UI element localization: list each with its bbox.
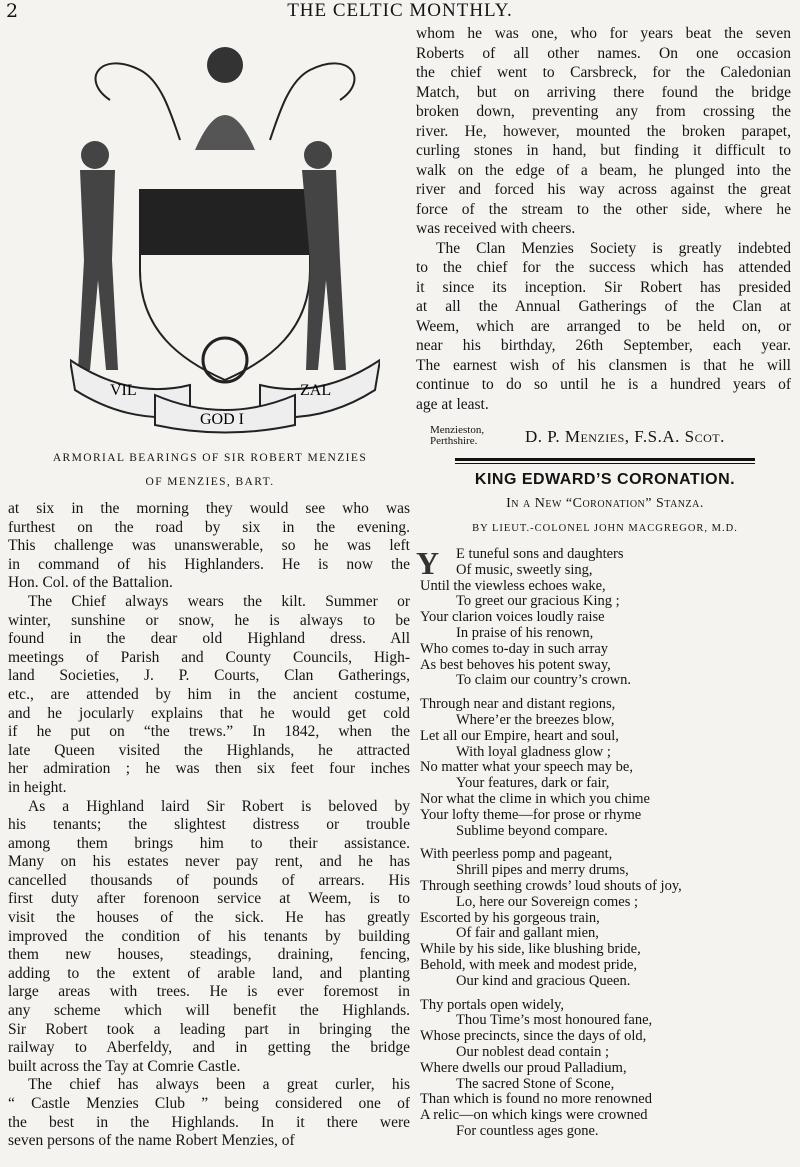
text-line: The chief has always been a great curler, his (28, 1076, 410, 1094)
poem-line: While by his side, like blushing bride, (420, 941, 641, 958)
poem-line: To claim our country’s crown. (456, 672, 631, 689)
text-line: This challenge was unanswerable, so he was left (8, 537, 410, 555)
motto-center: GOD I (200, 411, 244, 428)
text-line: built across the Tay at Comrie Castle. (8, 1057, 241, 1075)
poem-subtitle: In a New “Coronation” Stanza. (506, 496, 704, 511)
paragraph (416, 24, 791, 239)
poem-line: Lo, here our Sovereign comes ; (456, 893, 639, 910)
text-line: curling stones in hand, but finding it difficult to (416, 142, 791, 159)
page-number: 2 (6, 0, 19, 22)
poem-body (416, 545, 800, 1148)
text-line: and he jocularly explains that he would get cold (8, 704, 410, 722)
text-line: large areas with trees. He is ever foremost in (8, 983, 410, 1001)
text-line: force of the stream to the other side, where he (416, 200, 791, 218)
supporter-right-body (302, 170, 346, 370)
text-line: broken down, preventing any from crossing the (416, 103, 791, 120)
divider-rule-thin (455, 463, 755, 464)
text-line: Match, but on arriving there found the bridge (416, 83, 791, 101)
shield-chief (140, 190, 310, 255)
motto-left: VIL (110, 382, 137, 399)
poem-line: Until the viewless echoes wake, (420, 577, 606, 594)
text-line: The earnest wish of his clansmen is that he will (416, 356, 791, 374)
text-line: seven persons of the name Robert Menzies, of (8, 1132, 295, 1150)
text-line: “ Castle Menzies Club ” being considered one of (8, 1095, 410, 1112)
text-line: The Chief always wears the kilt. Summer or (28, 592, 410, 610)
signature-name: D. P. Menzies, F.S.A. Scot. (525, 427, 725, 446)
right-column-text (416, 24, 791, 414)
poem-byline: BY LIEUT.-COLONEL JOHN MACGREGOR, M.D. (472, 523, 738, 534)
text-line: improved the condition of his tenants by building (8, 927, 410, 945)
poem-stanza (420, 547, 800, 689)
running-title: THE CELTIC MONTHLY. (287, 0, 513, 21)
text-line: near his birthday, 26th September, each year. (416, 337, 791, 354)
text-line: furthest on the road by six in the evening. (8, 518, 410, 536)
poem-title: KING EDWARD’S CORONATION. (474, 471, 736, 488)
poem-stanza (420, 847, 800, 989)
paragraph (8, 593, 410, 798)
poem-line: Than which is found no more renowned (420, 1091, 652, 1108)
signature-block (430, 425, 790, 449)
text-line: any scheme which will benefit the Highlands. (8, 1002, 410, 1020)
poem-line: Shrill pipes and merry drums, (456, 862, 629, 879)
text-line: among them brings him to their assistance. (8, 834, 410, 852)
poem-line: Nor what the clime in which you chime (420, 790, 650, 807)
text-line: them new houses, steadings, draining, fencing, (8, 946, 410, 964)
poem-line: No matter what your speech may be, (420, 759, 633, 776)
text-line: walk on the edge of a beam, he plunged into the (416, 161, 791, 179)
poem-line: With loyal gladness glow ; (456, 743, 611, 760)
text-line: winter, sunshine or snow, he is always to be (8, 611, 410, 629)
poem-line: Our kind and gracious Queen. (456, 972, 631, 989)
text-line: first duty after forenoon service at Weem, is to (8, 890, 410, 908)
poem-line: Your clarion voices loudly raise (420, 609, 605, 626)
poem-line: As best behoves his potent sway, (420, 656, 611, 673)
poem-line: Thou Time’s most honoured fane, (456, 1012, 653, 1029)
text-line: his tenants; the slightest distress or trouble (8, 816, 410, 834)
poem-stanza (420, 697, 800, 839)
poem-line: Escorted by his gorgeous train, (420, 909, 600, 926)
text-line: river and forced his way across against the great (416, 181, 791, 198)
text-line: age at least. (416, 395, 489, 413)
poem-line: For countless ages gone. (456, 1122, 599, 1139)
text-line: As a Highland laird Sir Robert is beloved by (28, 797, 410, 815)
poem-line: A relic—on which kings were crowned (420, 1107, 648, 1124)
poem-line: Where dwells our proud Palladium, (420, 1059, 627, 1076)
text-line: her admiration ; he was then six feet four inches (8, 760, 410, 778)
supporter-right-head (304, 141, 332, 169)
text-line: in command of his Highlanders. He is now the (8, 555, 410, 573)
text-line: Weem, which are arranged to be held on, or (416, 317, 791, 335)
text-line: found in the dear old Highland dress. All (8, 630, 410, 648)
text-line: river. He, however, mounted the broken parapet, (416, 122, 791, 140)
supporter-left-body (78, 170, 118, 370)
text-line: Sir Robert took a leading part in bringing the (8, 1020, 410, 1038)
poem-line: Thy portals open widely, (420, 996, 565, 1013)
poem-line: Through seething crowds’ loud shouts of joy, (420, 877, 682, 894)
poem-stanza (420, 998, 800, 1140)
poem-line: In praise of his renown, (456, 624, 594, 641)
drop-cap: Y (416, 545, 440, 581)
paragraph (416, 239, 791, 415)
text-line: to the chief for the success which has attended (416, 259, 791, 276)
mantling-left (96, 63, 180, 140)
text-line: Many on his estates never pay rent, and he has (8, 853, 410, 871)
poem-line: Our noblest dead contain ; (456, 1043, 610, 1060)
text-line: land Societies, J. P. Courts, Clan Gatherings, (8, 667, 410, 685)
text-line: meetings of Parish and County Councils, High- (8, 648, 410, 666)
text-line: cancelled thousands of pounds of arrears. His (8, 871, 410, 889)
caption-line: OF MENZIES, BART. (145, 476, 275, 488)
poem-line: The sacred Stone of Scone, (456, 1075, 615, 1092)
text-line: at six in the morning they would see who was (8, 500, 410, 517)
left-column-text (8, 500, 410, 1151)
poem-line: Of music, sweetly sing, (456, 561, 593, 578)
place-line: Menzieston, (430, 424, 485, 436)
poem-line: Sublime beyond compare. (456, 822, 608, 839)
poem-line: With peerless pomp and pageant, (420, 846, 613, 863)
text-line: Hon. Col. of the Battalion. (8, 574, 173, 592)
divider-rule (455, 458, 755, 461)
text-line: at all the Annual Gatherings of the Clan at (416, 298, 791, 315)
paragraph (8, 798, 410, 1077)
coat-of-arms-illustration (70, 40, 380, 435)
text-line: in height. (8, 778, 67, 796)
badge-roundel (203, 338, 247, 382)
text-line: if he put on “the trews.” In 1842, when the (8, 723, 410, 741)
place-line: Perthshire. (430, 435, 478, 447)
poem-line: Your lofty theme—for prose or rhyme (420, 806, 642, 823)
crest-head (207, 47, 243, 83)
text-line: Roberts of all other names. On one occasion (416, 44, 791, 62)
poem-line: Behold, with meek and modest pride, (420, 956, 638, 973)
text-line: The Clan Menzies Society is greatly indebted (436, 239, 791, 257)
text-line: railway to Aberfeldy, and in getting the bridge (8, 1039, 410, 1057)
text-line: the best in the Highlands. In it there were (8, 1113, 410, 1131)
motto-right: ZAL (300, 382, 332, 399)
poem-line: Whose precincts, since the days of old, (420, 1028, 647, 1045)
poem-line: Your features, dark or fair, (456, 775, 610, 792)
poem-line: E tuneful sons and daughters (456, 546, 624, 562)
text-line: adding to the extent of arable land, and planting (8, 964, 410, 982)
text-line: continue to do so until he is a hundred years of (416, 376, 791, 393)
mantling-right (270, 63, 354, 140)
text-line: visit the houses of the sick. He has greatly (8, 909, 410, 927)
text-line: etc., are attended by him in the ancient costume, (8, 685, 410, 703)
caption-line: ARMORIAL BEARINGS OF SIR ROBERT MENZIES (52, 452, 368, 464)
poem-line: Of fair and gallant mien, (456, 925, 599, 942)
paragraph (8, 1076, 410, 1150)
text-line: whom he was one, who for years beat the seven (416, 25, 791, 42)
text-line: the chief went to Carsbreck, for the Caledonian (416, 64, 791, 81)
text-line: was received with cheers. (416, 220, 576, 237)
helm (195, 115, 255, 150)
poem-line: Through near and distant regions, (420, 696, 616, 713)
text-line: it since its inception. Sir Robert has presided (416, 278, 791, 296)
signature-place (430, 425, 484, 447)
paragraph (8, 500, 410, 593)
poem-line: Where’er the breezes blow, (456, 711, 615, 728)
text-line: late Queen visited the Highlands, he attracted (8, 741, 410, 759)
supporter-left-head (81, 141, 109, 169)
illustration-caption (10, 446, 410, 494)
poem-line: Who comes to-day in such array (420, 640, 609, 657)
poem-line: Let all our Empire, heart and soul, (420, 727, 619, 744)
poem-line: To greet our gracious King ; (456, 593, 620, 610)
